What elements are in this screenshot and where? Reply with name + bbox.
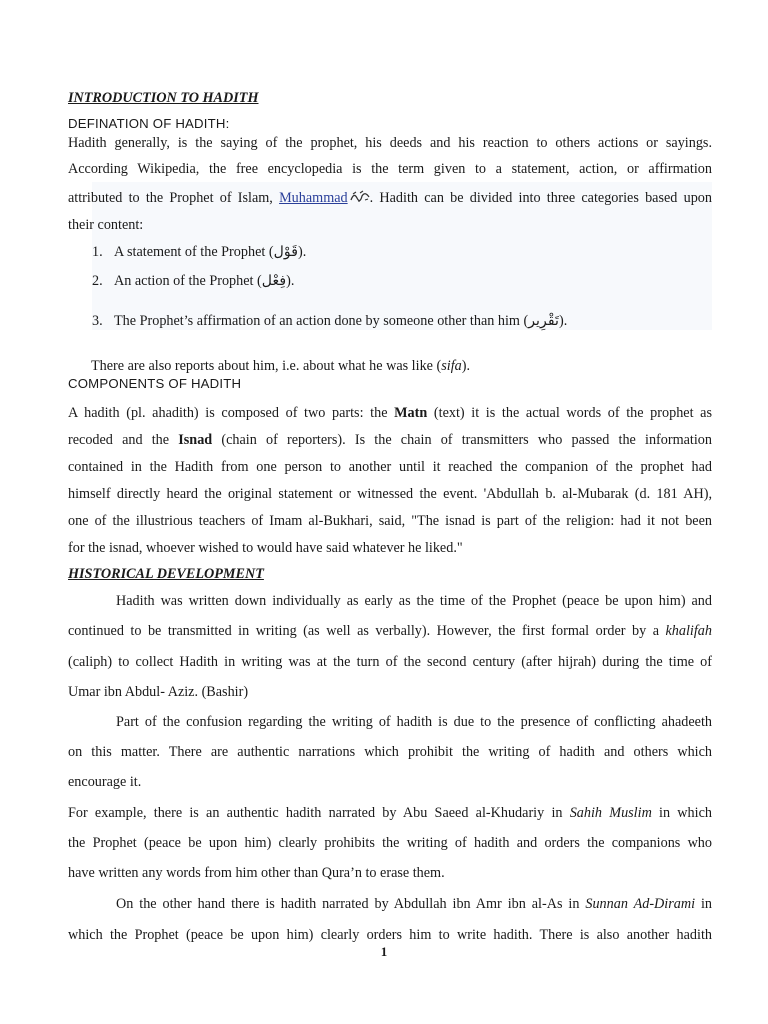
components-line: for the isnad, whoever wished to would have said whatever he liked."	[68, 540, 463, 556]
historical-line: Hadith was written down individually as early as the time of the Prophet (peace be upon him) and	[116, 593, 712, 609]
components-text: recoded and the	[68, 432, 179, 448]
list-item	[92, 272, 294, 290]
components-line: himself directly heard the original statement or witnessed the event. 'Abdullah b. al-Mubarak (d. 181 AH),	[68, 486, 712, 502]
example-line: the Prophet (peace be upon him) clearly prohibits the writing of hadith and orders the companions who	[68, 835, 712, 851]
other-hand-line	[116, 895, 712, 913]
historical-line: Umar ibn Abdul- Aziz. (Bashir)	[68, 684, 249, 700]
other-hand-line: which the Prophet (peace be upon him) clearly orders him to write hadith. There is also another hadith	[68, 927, 712, 943]
historical-line: (caliph) to collect Hadith in writing was at the turn of the second century (after hijrah) during the time of	[68, 654, 712, 670]
components-line	[68, 431, 712, 449]
components-text: (text) it is the actual words of the prophet as	[427, 405, 712, 421]
page-title: INTRODUCTION TO HADITH	[68, 90, 259, 106]
pbuh-ligature-icon	[350, 189, 370, 203]
example-line: have written any words from him other than Qura’n to erase them.	[68, 865, 445, 881]
definition-heading: DEFINATION OF HADITH:	[68, 116, 230, 131]
sifa-text: There are also reports about him, i.e. about what he was like (	[91, 358, 442, 374]
components-line	[68, 404, 712, 422]
historical-text: continued to be transmitted in writing (as well as verbally). However, the first formal order by a	[68, 623, 666, 639]
list-number: 2.	[92, 273, 103, 289]
sunnan-dirami-title: Sunnan Ad-Dirami	[585, 896, 696, 912]
list-text: An action of the Prophet (فِعْل).	[114, 273, 295, 289]
historical-heading: HISTORICAL DEVELOPMENT	[68, 566, 264, 582]
isnad-term: Isnad	[178, 432, 213, 448]
components-text: A hadith (pl. ahadith) is composed of two parts: the	[68, 405, 395, 421]
list-item	[92, 243, 306, 261]
other-hand-text: On the other hand there is hadith narrated by Abdullah ibn Amr ibn al-As in	[116, 896, 586, 912]
definition-line: Hadith generally, is the saying of the prophet, his deeds and his reaction to others actions or sayings.	[68, 135, 712, 151]
sifa-note	[91, 357, 735, 375]
confusion-line: Part of the confusion regarding the writing of hadith is due to the presence of conflicting ahadeeth	[116, 714, 712, 730]
components-heading: COMPONENTS OF HADITH	[68, 376, 242, 391]
definition-line	[68, 189, 712, 207]
confusion-line: on this matter. There are authentic narrations which prohibit the writing of hadith and others which	[68, 744, 712, 760]
definition-line: According Wikipedia, the free encyclopedia is the term given to a statement, action, or affirmation	[68, 161, 712, 177]
list-item	[92, 312, 567, 330]
matn-term: Matn	[394, 405, 428, 421]
list-text: A statement of the Prophet (قَوْل).	[114, 244, 307, 260]
list-number: 3.	[92, 313, 103, 329]
list-number: 1.	[92, 244, 103, 260]
components-line: one of the illustrious teachers of Imam al-Bukhari, said, "The isnad is part of the religion: had it not been	[68, 513, 712, 529]
historical-line	[68, 622, 712, 640]
example-text: For example, there is an authentic hadith narrated by Abu Saeed al-Khudariy in	[68, 805, 570, 821]
example-line	[68, 804, 712, 822]
confusion-line: encourage it.	[68, 774, 142, 790]
sifa-text: ).	[461, 358, 471, 374]
other-hand-text: in	[695, 896, 712, 912]
page-number: 1	[380, 944, 388, 959]
definition-text: attributed to the Prophet of Islam,	[68, 190, 280, 206]
definition-line: their content:	[68, 217, 144, 233]
list-text: The Prophet’s affirmation of an action done by someone other than him (تَقْرِير).	[114, 313, 568, 329]
components-line: contained in the Hadith from one person to another until it reached the companion of the prophet had	[68, 459, 712, 475]
sahih-muslim-title: Sahih Muslim	[569, 805, 652, 821]
khalifah-term: khalifah	[665, 623, 712, 639]
definition-text: . Hadith can be divided into three categories based upon	[369, 190, 712, 206]
components-text: (chain of reporters). Is the chain of transmitters who passed the information	[212, 432, 712, 448]
sifa-term: sifa	[441, 358, 462, 374]
example-text: in which	[651, 805, 712, 821]
muhammad-link[interactable]: Muhammad	[279, 190, 348, 206]
